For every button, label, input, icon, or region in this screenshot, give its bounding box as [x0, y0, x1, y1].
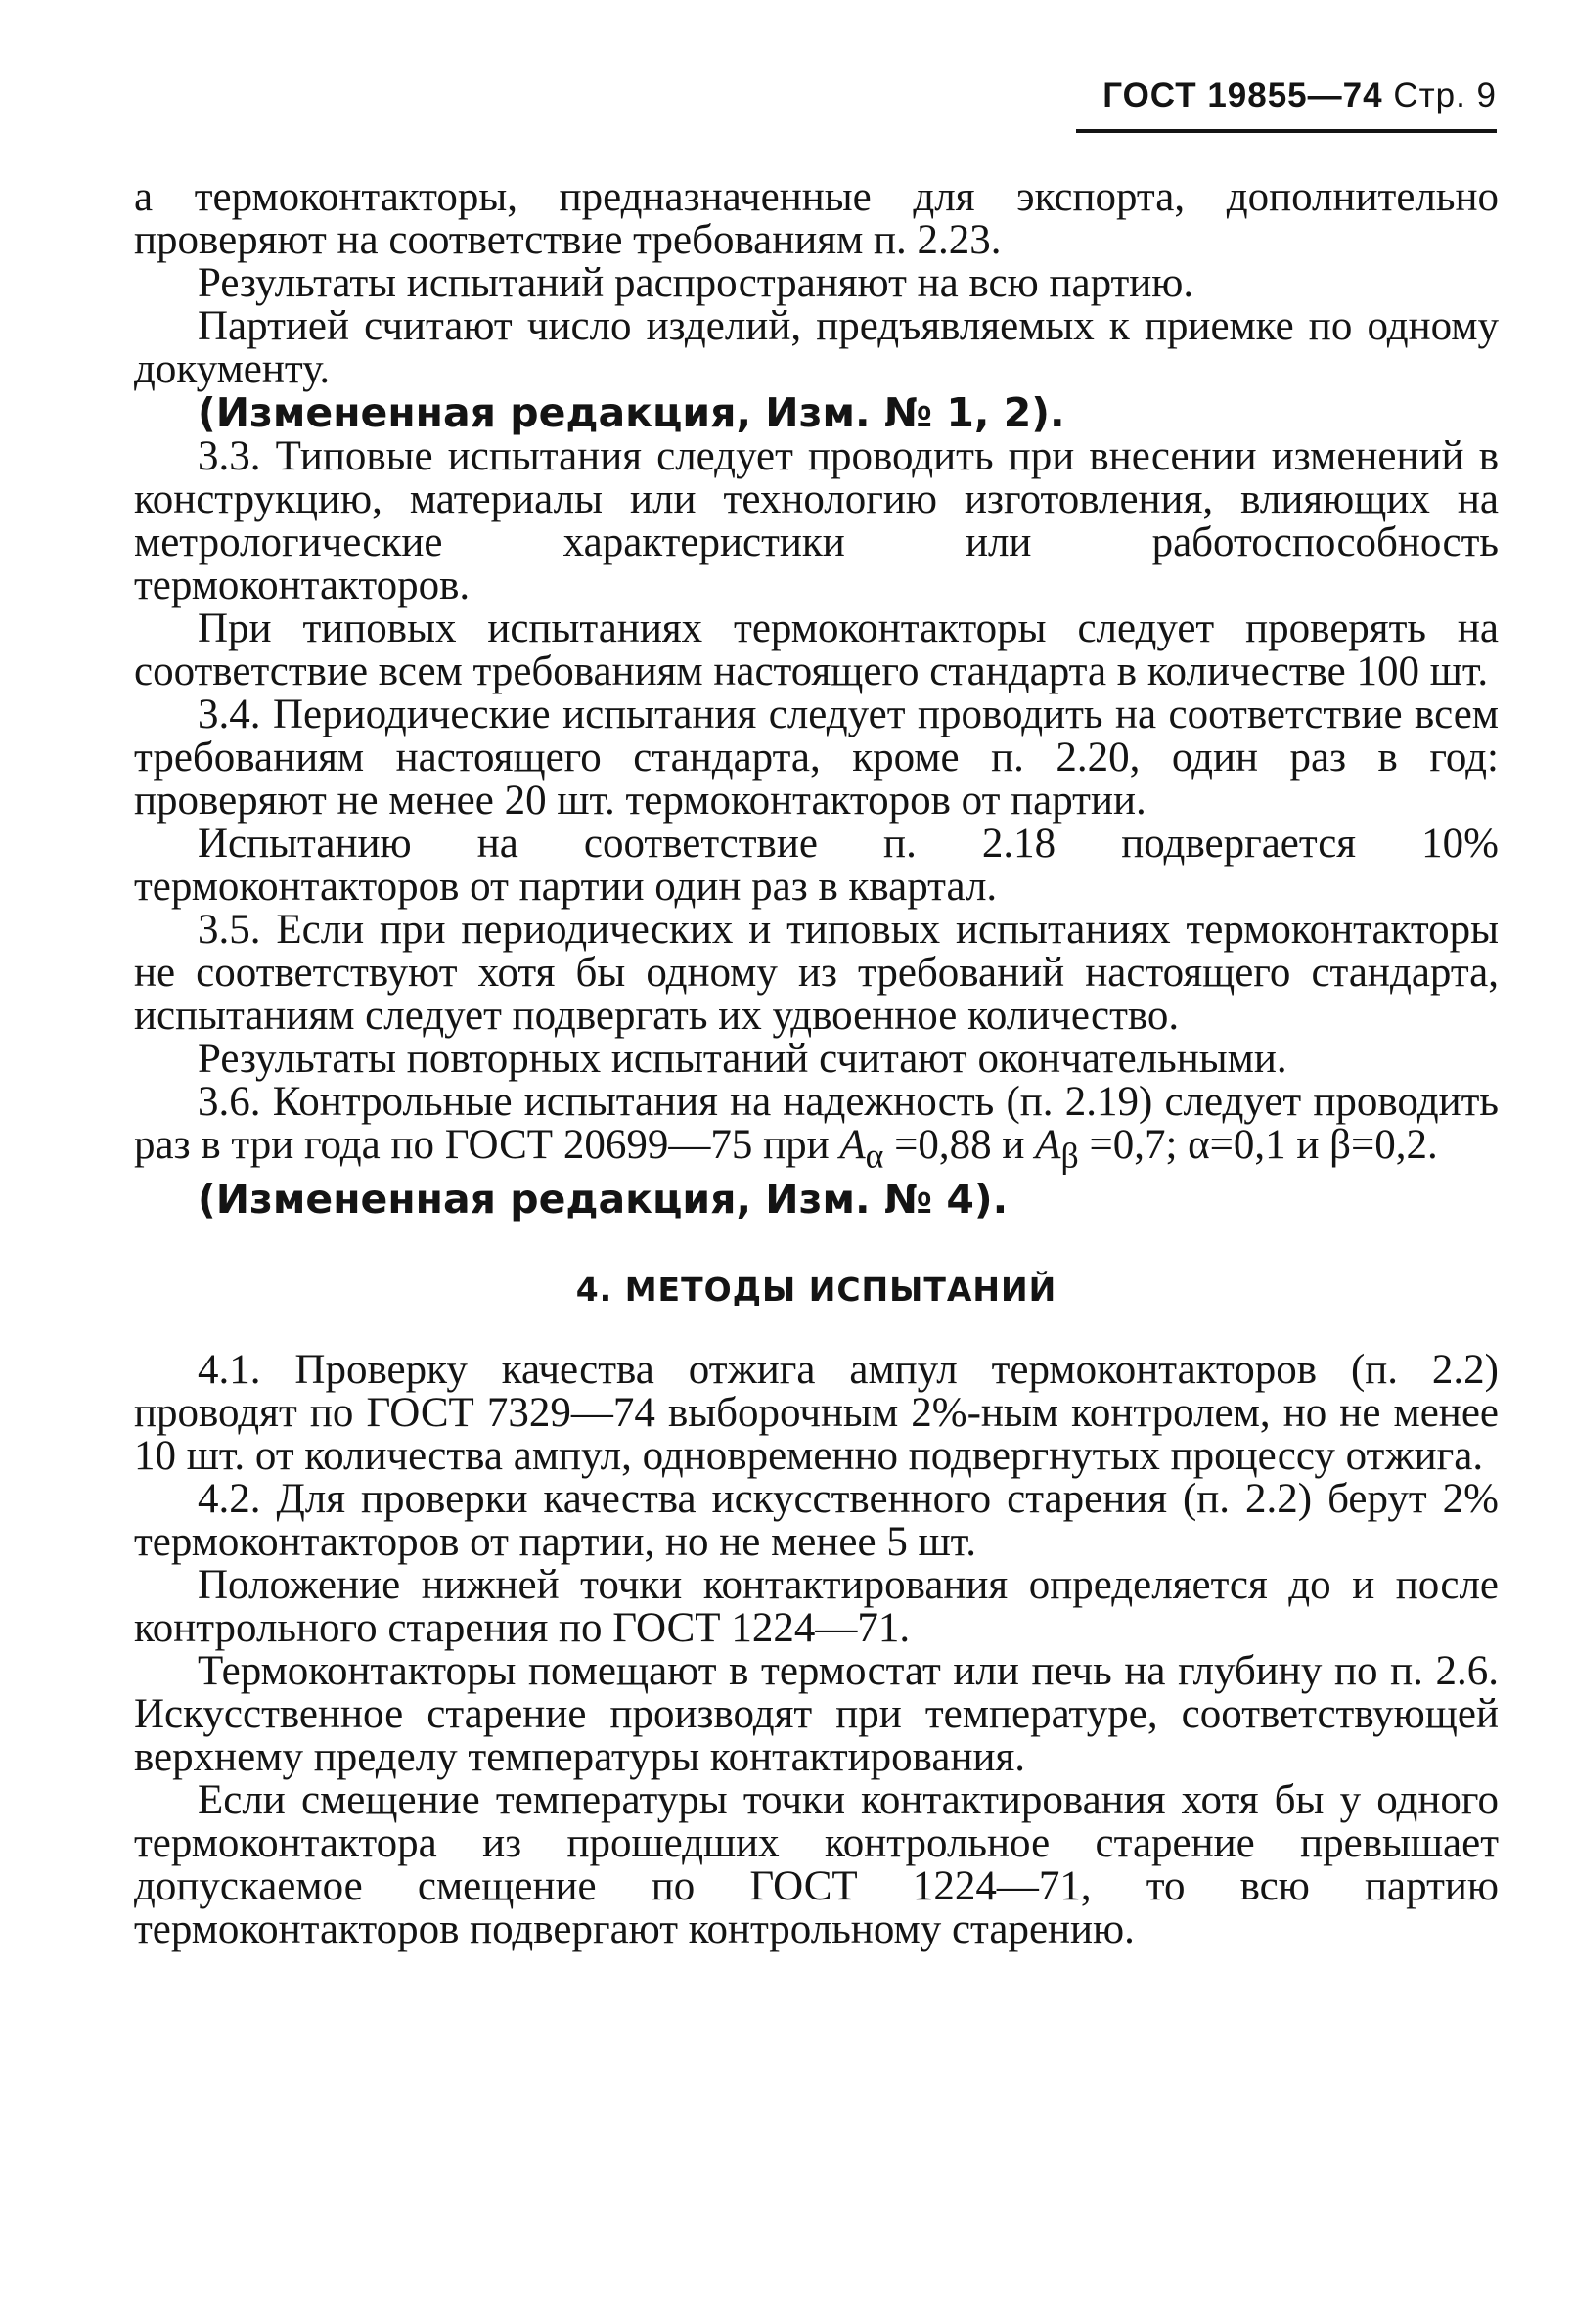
paragraph: Испытанию на соответствие п. 2.18 подвергается 10% термоконтакторов от партии один раз в квартал. — [134, 821, 1499, 910]
document-body — [134, 176, 1499, 1951]
formula-text: =0,88 и — [883, 1122, 1036, 1168]
paragraph: 4.1. Проверку качества отжига ампул термоконтакторов (п. 2.2) проводят по ГОСТ 7329—74 выборочным 2%-ным контролем, но не менее 10 шт. от количества ампул, одновременно подвергнутых процессу отжига. — [134, 1346, 1499, 1479]
paragraph: 3.5. Если при периодических и типовых испытаниях термоконтакторы не соответствуют хотя бы одному из требований настоящего стандарта, испытаниям следует подвергать их удвоенное количество. — [134, 907, 1499, 1039]
paragraph: Термоконтакторы помещают в термостат или печь на глубину по п. 2.6. Искусственное старение производят при температуре, соответствующей верхнему пределу температуры контактирования. — [134, 1647, 1499, 1780]
page-header — [1076, 76, 1497, 115]
change-note-text: (Измененная редакция, Изм. № 1, 2). — [198, 389, 1065, 436]
paragraph: а термоконтакторы, предназначенные для экспорта, дополнительно проверяют на соответствие требованиям п. 2.23. — [134, 174, 1499, 263]
paragraph-formula — [134, 1081, 1499, 1178]
header-rule — [1076, 129, 1497, 133]
paragraph: 3.4. Периодические испытания следует проводить на соответствие всем требованиям настоящего стандарта, кроме п. 2.20, один раз в год: проверяют не менее 20 шт. термоконтакторов от партии. — [134, 692, 1499, 824]
paragraph: 3.3. Типовые испытания следует проводить при внесении изменений в конструкцию, материалы или технологию изготовления, влияющих на метрологические характеристики или работоспособность термоконтакторов. — [134, 433, 1499, 608]
change-note-text: (Измененная редакция, Изм. № 4). — [198, 1175, 1009, 1223]
formula-symbol: A — [839, 1122, 866, 1168]
paragraph: 4.2. Для проверки качества искусственного старения (п. 2.2) берут 2% термоконтакторов от партии, но не менее 5 шт. — [134, 1475, 1499, 1565]
change-note — [134, 391, 1499, 435]
paragraph: Результаты испытаний распространяют на всю партию. — [198, 260, 1194, 306]
paragraph: Партией считают число изделий, предъявляемых к приемке по одному документу. — [134, 303, 1499, 392]
paragraph: Если смещение температуры точки контактирования хотя бы у одного термоконтактора из прошедших контрольное старение превышает допускаемое смещение по ГОСТ 1224—71, то всю партию термоконтакторов подвергают контрольному старению. — [134, 1776, 1499, 1952]
paragraph: Положение нижней точки контактирования определяется до и после контрольного старения по ГОСТ 1224—71. — [134, 1561, 1499, 1651]
formula-symbol: A — [1035, 1122, 1061, 1168]
formula-subscript: α — [865, 1136, 884, 1176]
gost-number: ГОСТ 19855—74 — [1102, 76, 1383, 114]
formula-text: =0,7; α=0,1 и β=0,2. — [1078, 1122, 1438, 1168]
paragraph: Результаты повторных испытаний считают окончательными. — [198, 1036, 1287, 1082]
page-number: Стр. 9 — [1393, 76, 1497, 114]
formula-text: 3.6. Контрольные испытания на надежность (п. 2.19) следует проводить раз в три года по ГОСТ 20699—75 при — [134, 1079, 1499, 1168]
change-note — [134, 1175, 1499, 1223]
formula-subscript: β — [1060, 1136, 1079, 1176]
section-heading: 4. МЕТОДЫ ИСПЫТАНИЙ — [575, 1270, 1057, 1309]
paragraph: При типовых испытаниях термоконтакторы следует проверять на соответствие всем требованиям настоящего стандарта в количестве 100 шт. — [134, 605, 1499, 694]
